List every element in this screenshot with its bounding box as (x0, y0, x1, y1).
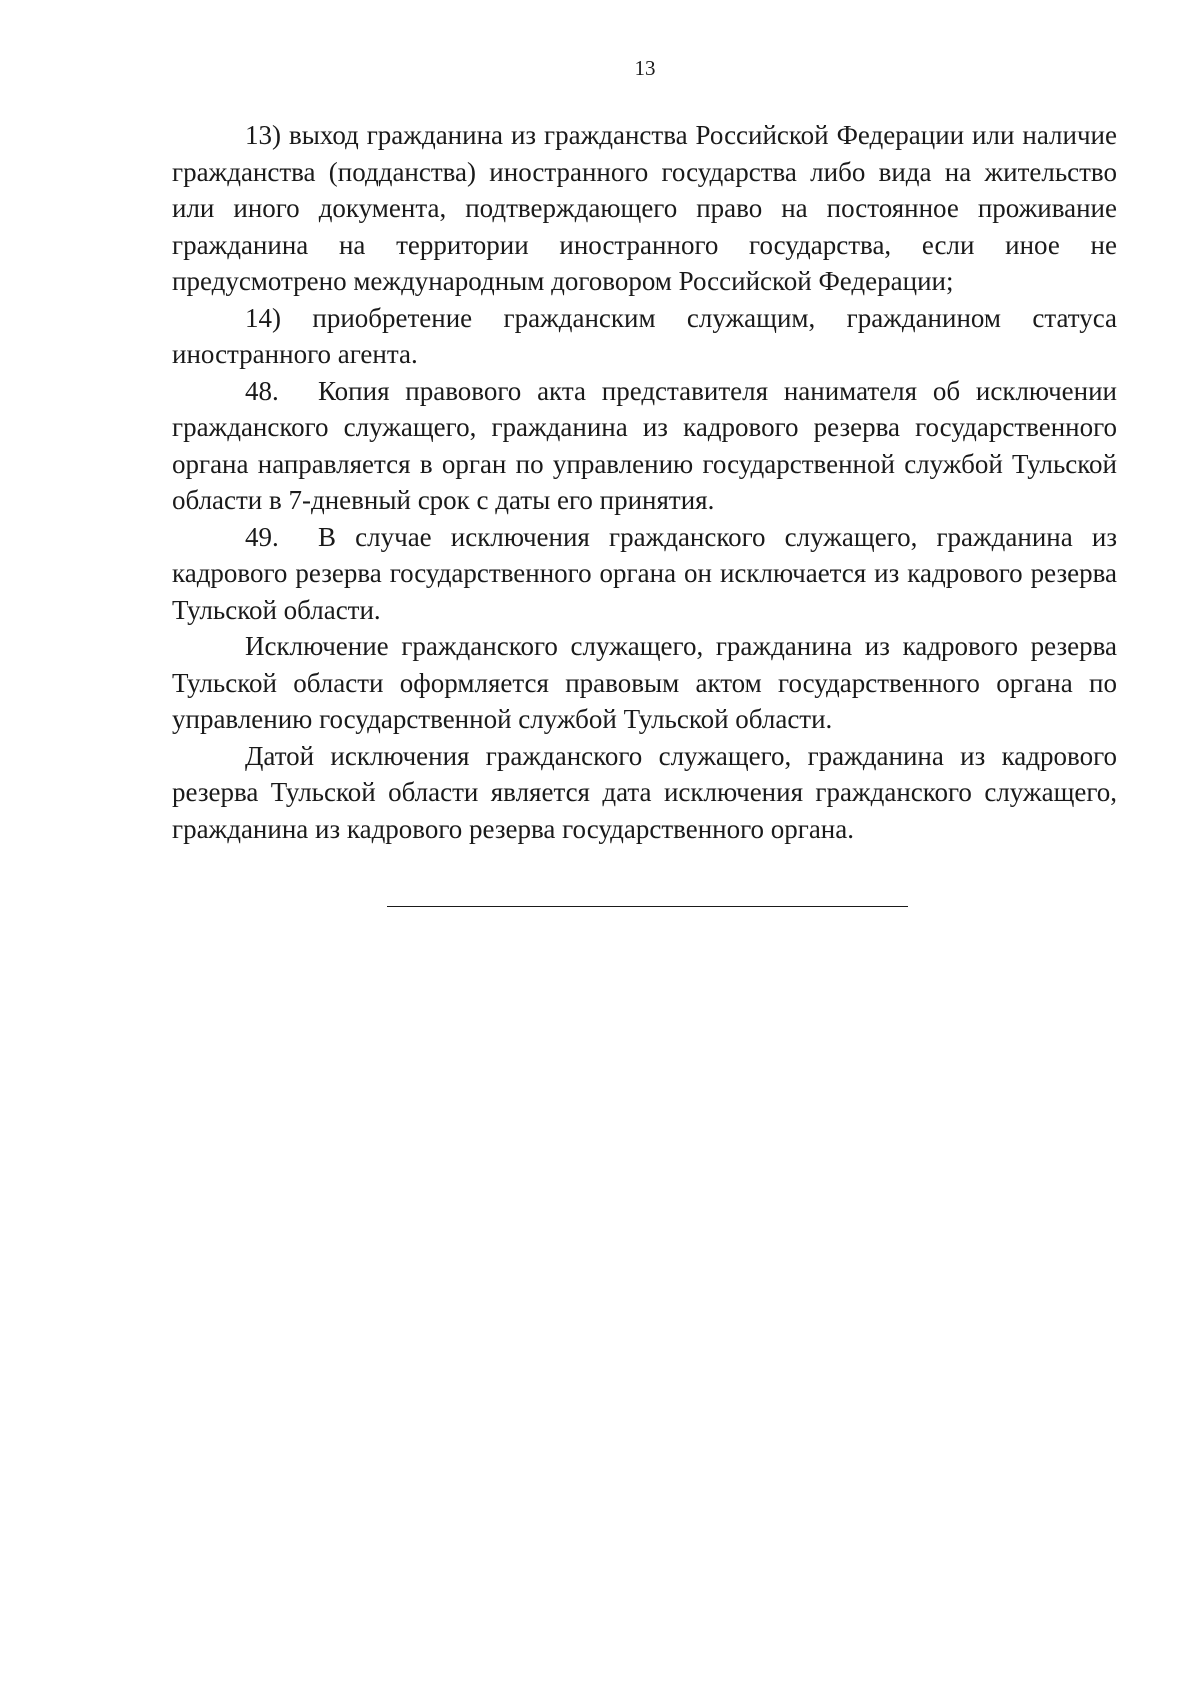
paragraph-48 (172, 373, 1117, 519)
paragraph-49-exclusion-date: Датой исключения гражданского служащего, гражданина из кадрового резерва Тульской области является дата исключения гражданского служащего, гражданина из кадрового резерва государственного органа. (172, 740, 1117, 844)
paragraph-49-exclusion-formalization: Исключение гражданского служащего, гражданина из кадрового резерва Тульской области оформляется правовым актом государственного органа по управлению государственной службой Тульской области. (172, 631, 1117, 734)
document-body (172, 117, 1117, 847)
paragraph-number: 48. (245, 375, 279, 406)
paragraph-text: В случае исключения гражданского служащего, гражданина из кадрового резерва государственного органа он исключается из кадрового резерва Тульской области. (172, 521, 1117, 625)
paragraph-text: Копия правового акта представителя нанимателя об исключении гражданского служащего, гражданина из кадрового резерва государственного органа направляется в орган по управлению государственной службой Тульской области в 7-дневный срок с даты его принятия. (172, 375, 1117, 515)
page-number: 13 (634, 56, 656, 80)
paragraph-item-13: 13) выход гражданина из гражданства Российской Федерации или наличие гражданства (подданства) иностранного государства либо вида на жительство или иного документа, подтверждающего право на постоянное проживание гражданина на территории иностранного государства, если иное не предусмотрено международным договором Российской Федерации; (172, 120, 1117, 296)
paragraph-49 (172, 519, 1117, 629)
closing-divider-line (387, 906, 908, 907)
paragraph-item-14: 14) приобретение гражданским служащим, гражданином статуса иностранного агента. (172, 302, 1117, 369)
paragraph-number: 49. (245, 521, 279, 552)
